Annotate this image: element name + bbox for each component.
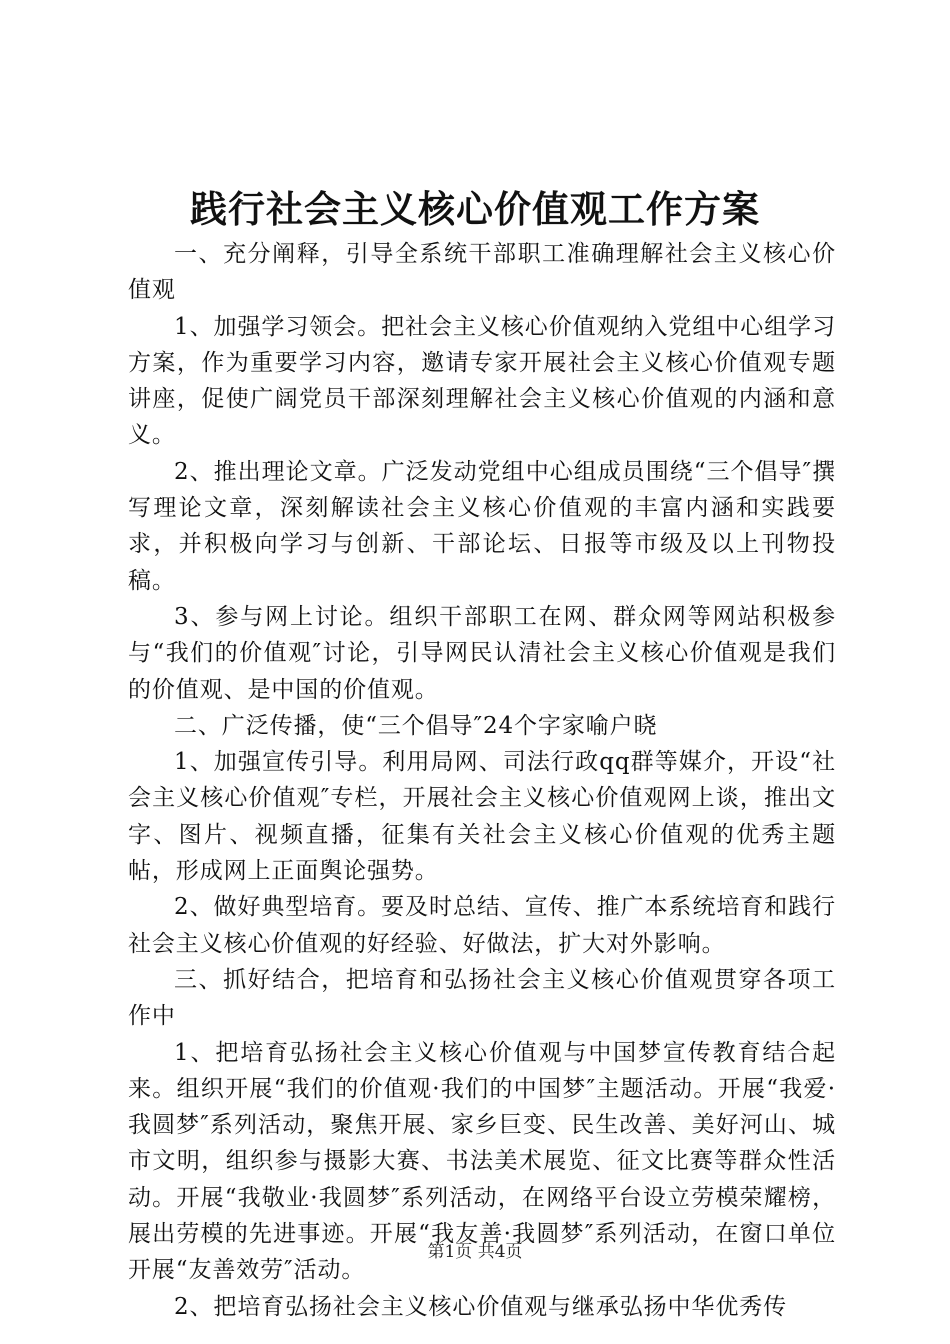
section-heading-3: 三、抓好结合，把培育和弘扬社会主义核心价值观贯穿各项工作中	[128, 966, 836, 1030]
document-title: 践行社会主义核心价值观工作方案	[190, 187, 760, 231]
body-paragraph: 1、加强宣传引导。利用局网、司法行政qq群等媒介，开设“社会主义核心价值观″专栏，开展社会主义核心价值观网上谈，推出文字、图片、视频直播，征集有关社会主义核心价值观的优秀主题帖，形成网上正面舆论强势。	[128, 749, 836, 885]
document-body	[128, 236, 836, 1325]
section-heading-2: 二、广泛传播，使“三个倡导″24个字家喻户晓	[174, 712, 658, 739]
page-footer: 第1页 共4页	[427, 1242, 523, 1262]
body-paragraph: 2、推出理论文章。广泛发动党组中心组成员围绕“三个倡导″撰写理论文章，深刻解读社会主义核心价值观的丰富内涵和实践要求，并积极向学习与创新、干部论坛、日报等市级及以上刊物投稿。	[128, 458, 836, 594]
body-paragraph: 2、把培育弘扬社会主义核心价值观与继承弘扬中华优秀传	[174, 1293, 788, 1320]
body-paragraph: 1、把培育弘扬社会主义核心价值观与中国梦宣传教育结合起来。组织开展“我们的价值观·我们的中国梦″主题活动。开展“我爱·我圆梦″系列活动，聚焦开展、家乡巨变、民生改善、美好河山、城市文明，组织参与摄影大赛、书法美术展览、征文比赛等群众性活动。开展“我敬业·我圆梦″系列活动，在网络平台设立劳模荣耀榜，展出劳模的先进事迹。开展“我友善·我圆梦″系列活动，在窗口单位开展“友善效劳″活动。	[128, 1039, 836, 1284]
body-paragraph: 1、加强学习领会。把社会主义核心价值观纳入党组中心组学习方案，作为重要学习内容，邀请专家开展社会主义核心价值观专题讲座，促使广阔党员干部深刻理解社会主义核心价值观的内涵和意义。	[128, 313, 836, 449]
body-paragraph: 3、参与网上讨论。组织干部职工在网、群众网等网站积极参与“我们的价值观″讨论，引导网民认清社会主义核心价值观是我们的价值观、是中国的价值观。	[128, 603, 836, 703]
body-paragraph: 2、做好典型培育。要及时总结、宣传、推广本系统培育和践行社会主义核心价值观的好经验、好做法，扩大对外影响。	[128, 894, 836, 957]
section-heading-1: 一、充分阐释，引导全系统干部职工准确理解社会主义核心价值观	[128, 241, 836, 304]
